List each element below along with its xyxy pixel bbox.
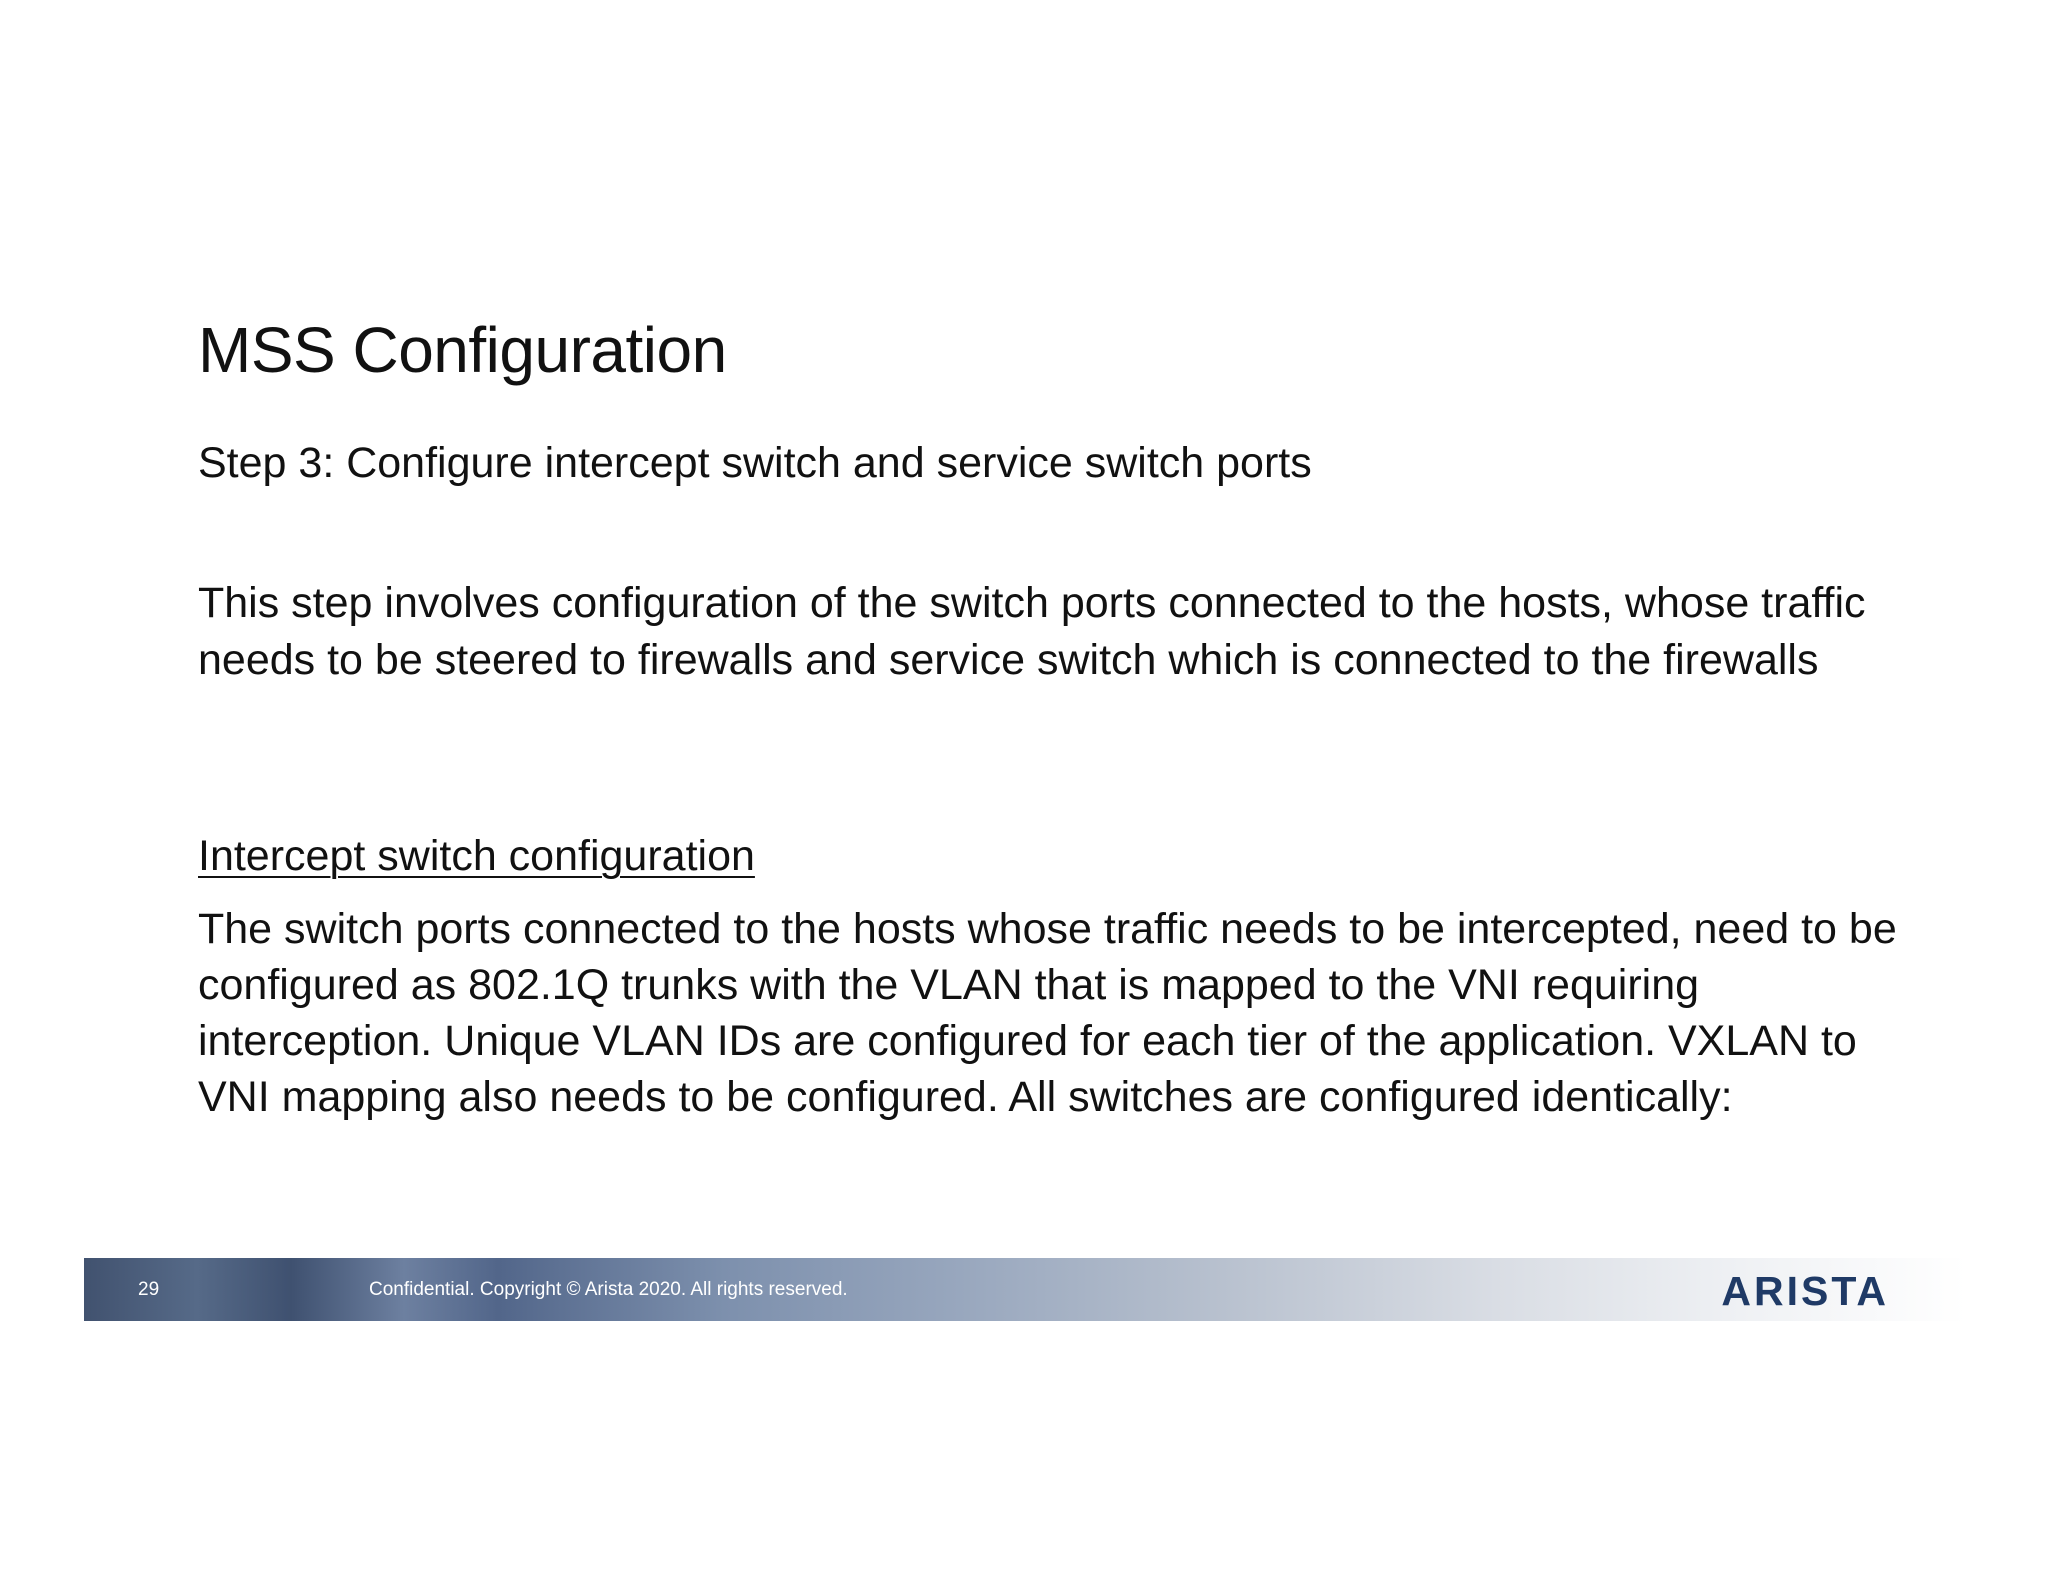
section-heading: Intercept switch configuration <box>198 832 755 880</box>
step-subtitle: Step 3: Configure intercept switch and service switch ports <box>198 439 1312 487</box>
page-number: 29 <box>138 1279 160 1300</box>
copyright-notice: Confidential. Copyright © Arista 2020. All rights reserved. <box>369 1279 848 1300</box>
footer-bar <box>84 1258 1966 1321</box>
intro-paragraph: This step involves configuration of the switch ports connected to the hosts, whose traffic needs to be steered to firewalls and service switch which is connected to the firewalls <box>198 579 1866 684</box>
slide-title: MSS Configuration <box>198 314 727 386</box>
arista-logo: ARISTA <box>1721 1268 1889 1314</box>
section-body: The switch ports connected to the hosts whose traffic needs to be intercepted, need to be configured as 802.1Q trunks with the VLAN that is mapped to the VNI requiring interception. Unique VLAN IDs are configured for each tier of the application. VXLAN to VNI mapping also needs to be configured. All switches are configured identically: <box>198 905 1897 1121</box>
